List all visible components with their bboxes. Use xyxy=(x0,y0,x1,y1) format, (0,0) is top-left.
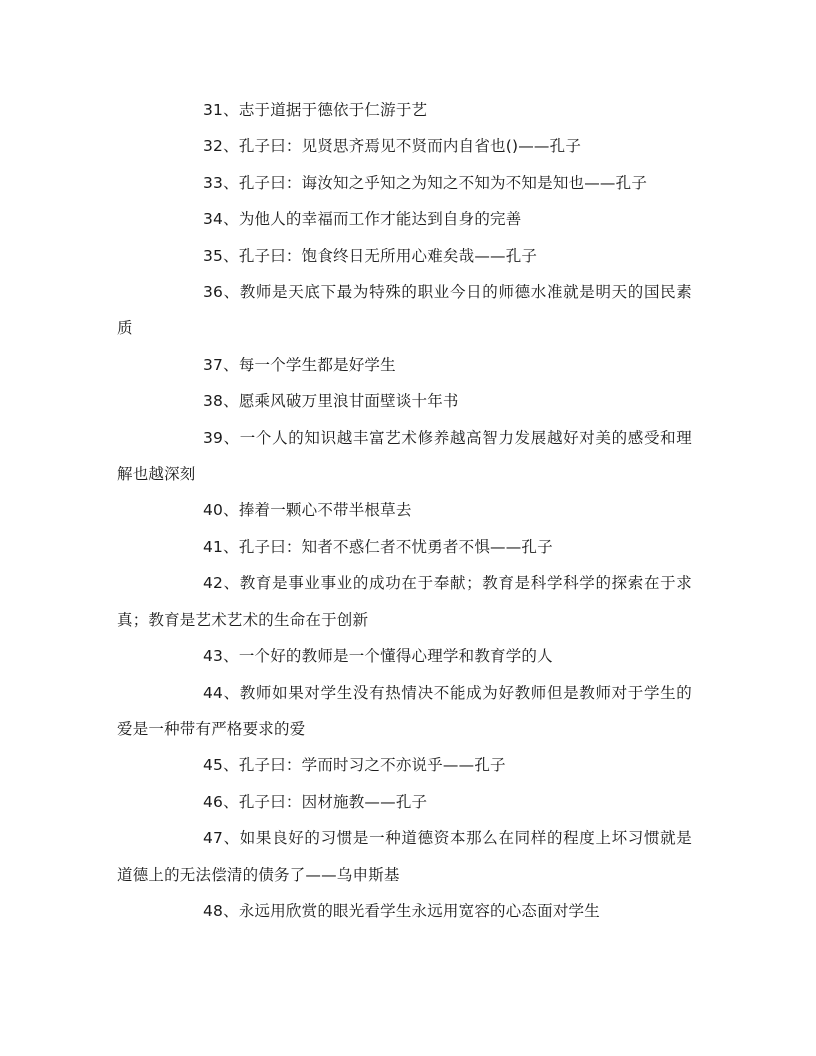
quote-47: 47、如果良好的习惯是一种道德资本那么在同样的程度上坏习惯就是道德上的无法偿清的债务了——乌申斯基 xyxy=(117,829,692,884)
quote-44: 44、教师如果对学生没有热情决不能成为好教师但是教师对于学生的爱是一种带有严格要求的爱 xyxy=(117,683,692,738)
quote-39: 39、一个人的知识越丰富艺术修养越高智力发展越好对美的感受和理解也越深刻 xyxy=(117,428,692,484)
quote-45: 45、孔子曰：学而时习之不亦说乎——孔子 xyxy=(203,756,506,775)
quote-43: 43、一个好的教师是一个懂得心理学和教育学的人 xyxy=(203,647,553,666)
quote-41: 41、孔子曰：知者不惑仁者不忧勇者不惧——孔子 xyxy=(203,537,553,556)
quote-38: 38、愿乘风破万里浪甘面壁谈十年书 xyxy=(203,392,459,411)
quote-34: 34、为他人的幸福而工作才能达到自身的完善 xyxy=(203,210,522,229)
quote-31: 31、志于道据于德依于仁游于艺 xyxy=(203,101,428,119)
quote-37: 37、每一个学生都是好学生 xyxy=(203,355,396,374)
quote-36: 36、教师是天底下最为特殊的职业今日的师德水准就是明天的国民素质 xyxy=(117,283,692,338)
document-body xyxy=(117,92,692,929)
quote-35: 35、孔子曰：饱食终日无所用心难矣哉——孔子 xyxy=(203,246,538,265)
quote-42: 42、教育是事业事业的成功在于奉献；教育是科学科学的探索在于求真；教育是艺术艺术的生命在于创新 xyxy=(117,574,692,629)
quote-48: 48、永远用欣赏的眼光看学生永远用宽容的心态面对学生 xyxy=(203,901,600,920)
quote-32: 32、孔子曰：见贤思齐焉见不贤而内自省也()——孔子 xyxy=(203,137,582,156)
quote-33: 33、孔子曰：诲汝知之乎知之为知之不知为不知是知也——孔子 xyxy=(203,173,648,192)
quote-40: 40、捧着一颗心不带半根草去 xyxy=(203,501,412,520)
quote-46: 46、孔子曰：因材施教——孔子 xyxy=(203,792,428,811)
